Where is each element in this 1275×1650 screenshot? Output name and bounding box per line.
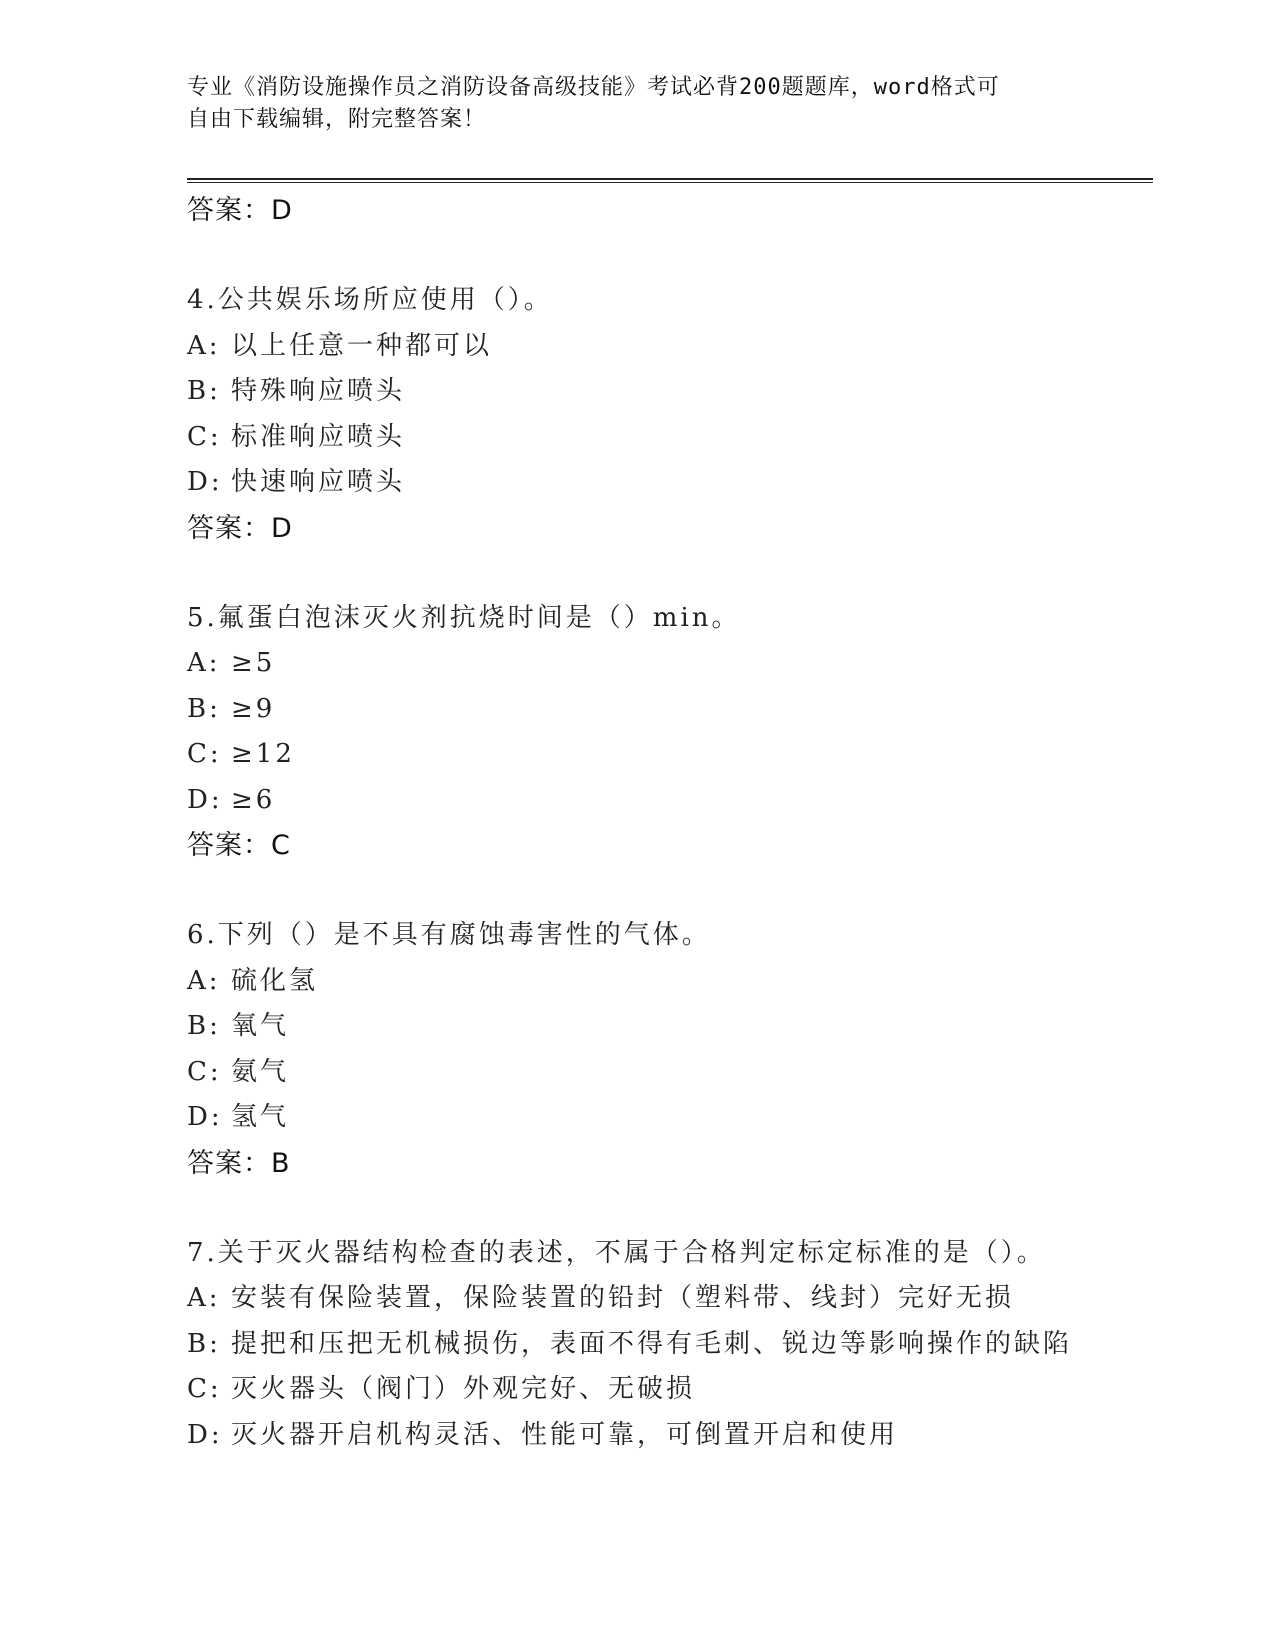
option-text: ≥9	[231, 693, 276, 724]
header-line-2: 自由下载编辑，附完整答案！	[187, 107, 487, 132]
previous-answer: 答案：D	[187, 195, 293, 226]
question-stem: 5.氟蛋白泡沫灭火剂抗烧时间是（）min。	[187, 602, 741, 633]
header-rule-thick	[187, 178, 1153, 180]
option-text: 快速响应喷头	[231, 467, 406, 497]
option-text: ≥6	[231, 784, 276, 815]
option-text: ≥12	[231, 739, 295, 769]
option-label: D:	[187, 467, 223, 497]
option-c	[187, 1367, 1147, 1413]
option-text: 灭火器开启机构灵活、性能可靠，可倒置开启和使用	[231, 1419, 899, 1450]
option-a	[187, 1276, 1147, 1322]
document-header	[187, 72, 1067, 136]
header-rule-thin	[187, 182, 1153, 183]
answer-line: 答案：C	[187, 830, 291, 861]
option-c	[187, 415, 1147, 461]
option-text: ≥5	[231, 648, 276, 678]
question-block-6	[187, 913, 1147, 1187]
question-stem: 6.下列（）是不具有腐蚀毒害性的气体。	[187, 920, 711, 950]
option-text: 氧气	[231, 1011, 290, 1041]
option-d	[187, 460, 1147, 506]
option-label: B:	[187, 1011, 221, 1041]
option-label: D:	[187, 1102, 223, 1132]
spacer	[187, 1187, 1147, 1231]
option-b	[187, 687, 1147, 733]
option-text: 安装有保险装置，保险装置的铅封（塑料带、线封）完好无损	[231, 1283, 1015, 1313]
option-label: B:	[187, 693, 221, 724]
option-b	[187, 1004, 1147, 1050]
option-d	[187, 1413, 1147, 1459]
option-text: 以上任意一种都可以	[231, 330, 493, 361]
option-label: C:	[187, 1374, 222, 1404]
option-c	[187, 732, 1147, 778]
option-d	[187, 1095, 1147, 1141]
option-a	[187, 641, 1147, 687]
question-stem: 4.公共娱乐场所应使用（）。	[187, 285, 553, 315]
question-block-5	[187, 596, 1147, 870]
answer-line: 答案：B	[187, 1147, 291, 1179]
question-stem: 7.关于灭火器结构检查的表述，不属于合格判定标定标准的是（）。	[187, 1237, 1046, 1268]
option-b	[187, 1322, 1147, 1368]
option-text: 特殊响应喷头	[231, 376, 406, 406]
option-label: A:	[187, 1283, 221, 1313]
option-label: A:	[187, 330, 221, 361]
question-block-4	[187, 278, 1147, 552]
option-c	[187, 1050, 1147, 1096]
option-d	[187, 778, 1147, 824]
option-label: C:	[187, 739, 222, 769]
option-label: B:	[187, 1328, 221, 1359]
option-text: 硫化氢	[231, 965, 319, 996]
answer-line: 答案：D	[187, 512, 293, 544]
spacer	[187, 552, 1147, 596]
option-label: B:	[187, 376, 221, 406]
option-label: C:	[187, 1056, 222, 1087]
option-a	[187, 959, 1147, 1005]
option-text: 标准响应喷头	[231, 421, 406, 452]
option-label: D:	[187, 1419, 223, 1450]
option-label: A:	[187, 965, 221, 996]
option-label: C:	[187, 421, 222, 452]
option-text: 灭火器头（阀门）外观完好、无破损	[231, 1374, 696, 1404]
option-text: 氢气	[231, 1102, 290, 1132]
question-list	[187, 188, 1147, 1458]
option-text: 提把和压把无机械损伤，表面不得有毛刺、锐边等影响操作的缺陷	[231, 1328, 1073, 1359]
spacer	[187, 869, 1147, 913]
option-label: A:	[187, 648, 221, 678]
header-line-1: 专业《消防设施操作员之消防设备高级技能》考试必背200题题库，word格式可	[187, 75, 1000, 100]
option-b	[187, 369, 1147, 415]
option-text: 氨气	[231, 1056, 290, 1087]
question-block-7	[187, 1231, 1147, 1459]
option-label: D:	[187, 784, 223, 815]
option-a	[187, 324, 1147, 370]
spacer	[187, 234, 1147, 278]
